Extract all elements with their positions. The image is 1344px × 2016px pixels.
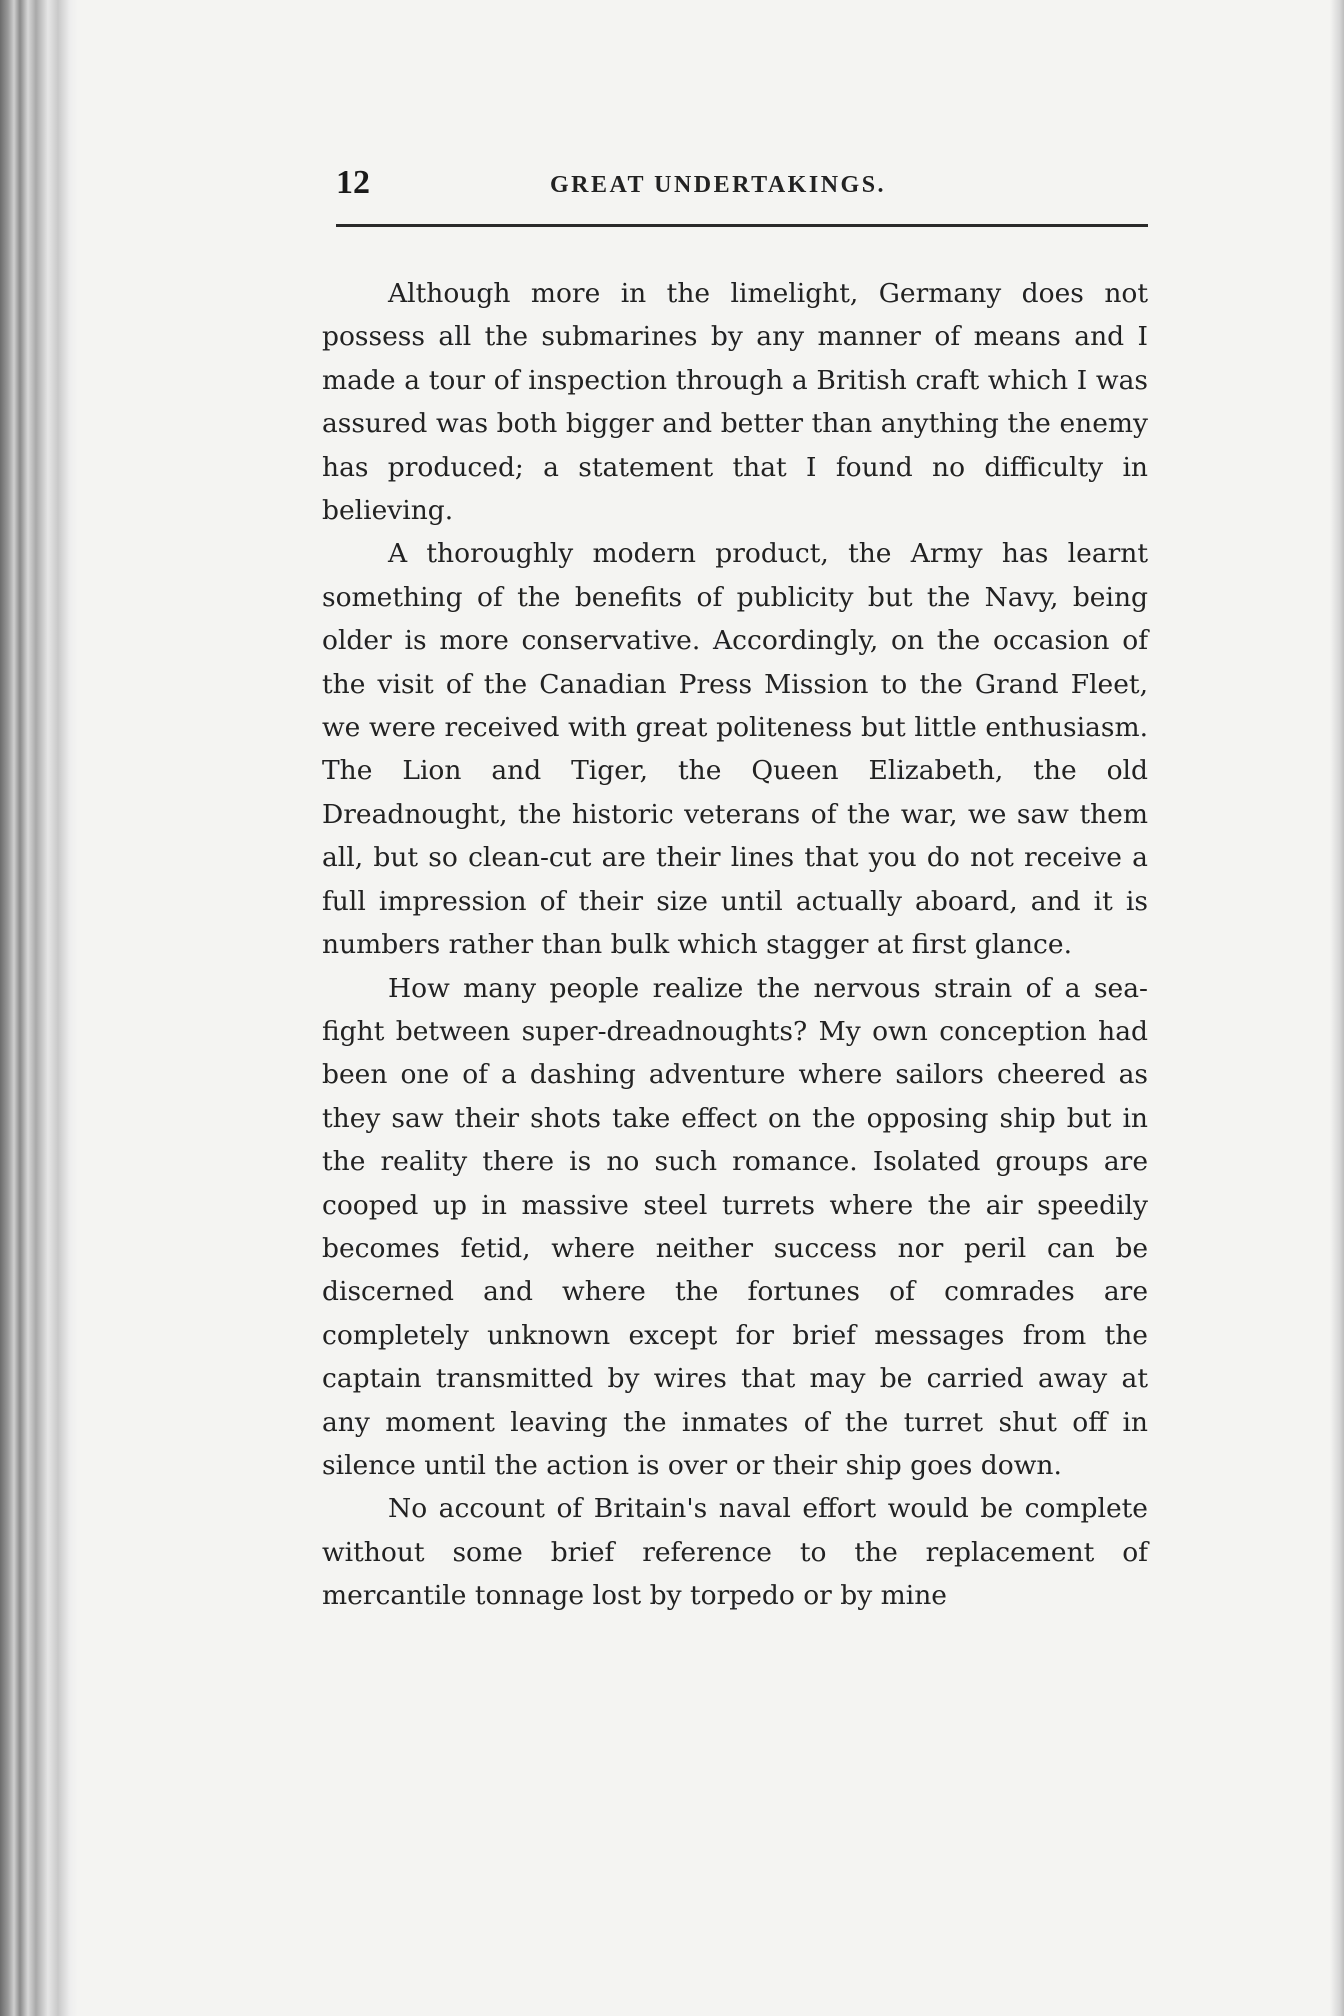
page-right-edge — [1330, 0, 1344, 2016]
book-binding-edge — [0, 0, 78, 2016]
page-header — [336, 164, 1146, 224]
paragraph-4: No account of Britain's naval effort would be complete without some brief reference to the replacement of mercantile tonnage lost by torpedo or by mine — [322, 1493, 1148, 1612]
header-rule — [336, 224, 1148, 227]
paragraph-2: A thoroughly modern product, the Army has learnt something of the benefits of publicity but the Navy, being older is more conservative. Accordingly, on the occasion of the visit of the Canadian Press Mission to the Grand Fleet, we were received with great politeness but little enthusiasm. The Lion and Tiger, the Queen Elizabeth, the old Dreadnought, the historic veterans of the war, we saw them all, but so clean-cut are their lines that you do not receive a full impression of their size until actually aboard, and it is numbers rather than bulk which stagger at first glance. — [322, 538, 1148, 961]
page-number: 12 — [336, 164, 370, 201]
paragraph-1: Although more in the limelight, Germany does not possess all the submarines by any manner of means and I made a tour of inspection through a British craft which I was assured was both bigger and better than anything the enemy has produced; a statement that I found no difficulty in believing. — [322, 278, 1148, 527]
paragraph-3: How many people realize the nervous strain of a sea-fight between super-dreadnoughts? My own conception had been one of a dashing adventure where sailors cheered as they saw their shots take effect on the opposing ship but in the reality there is no such romance. Isolated groups are cooped up in massive steel turrets where the air speedily becomes fetid, where neither success nor peril can be discerned and where the fortunes of comrades are completely unknown except for brief messages from the captain transmitted by wires that may be carried away at any moment leaving the inmates of the turret shut off in silence until the action is over or their ship goes down. — [322, 972, 1148, 1481]
running-head: GREAT UNDERTAKINGS. — [550, 172, 887, 198]
body-text — [322, 272, 1148, 1618]
